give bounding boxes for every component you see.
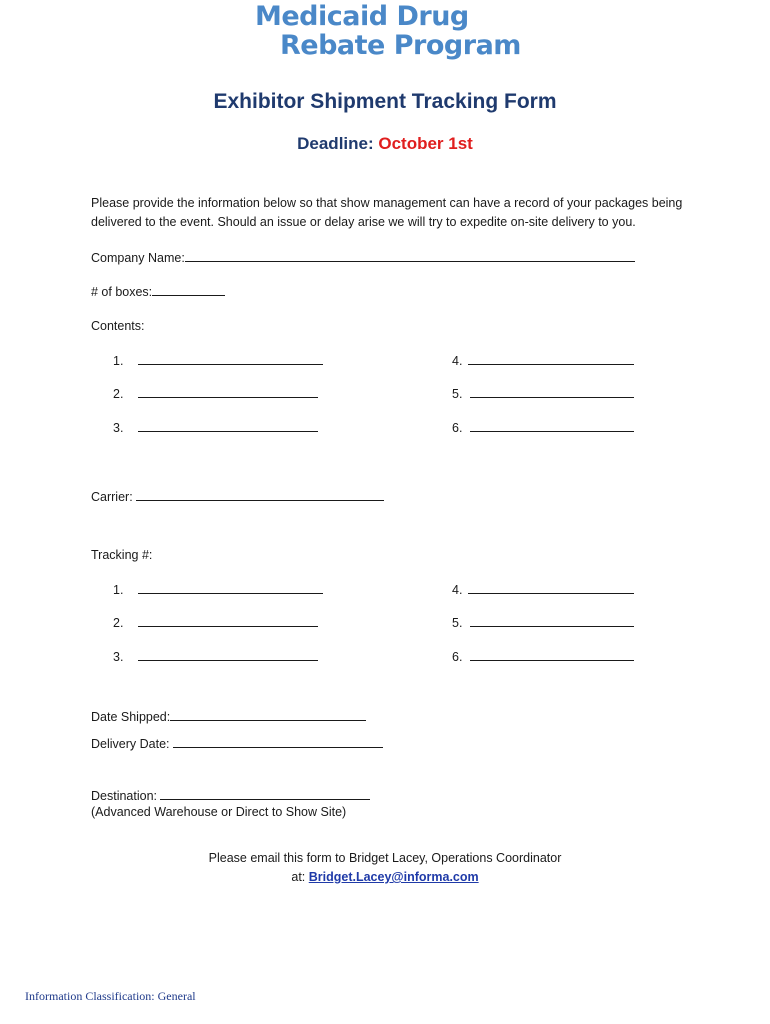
destination-label: Destination: <box>91 789 161 803</box>
deadline-label: Deadline: <box>297 134 379 153</box>
contact-prefix: at: <box>291 870 309 884</box>
delivery-date-label: Delivery Date: <box>91 737 173 751</box>
item-number: 4. <box>452 583 463 597</box>
destination-field[interactable] <box>160 786 370 800</box>
carrier-row <box>91 487 384 507</box>
contents-item-6 <box>452 418 634 438</box>
item-number: 5. <box>452 387 463 401</box>
item-number: 6. <box>452 650 463 664</box>
carrier-label: Carrier: <box>91 490 137 504</box>
contact-line-1: Please email this form to Bridget Lacey, Operations Coordinator <box>208 851 562 865</box>
logo-line-2: Rebate Program <box>280 30 521 61</box>
boxes-label: # of boxes: <box>91 285 153 299</box>
item-number: 3. <box>113 650 124 664</box>
contents-field-1[interactable] <box>138 351 323 365</box>
boxes-row <box>91 282 225 302</box>
tracking-item-1 <box>113 580 323 600</box>
contents-field-2[interactable] <box>138 384 318 398</box>
tracking-field-3[interactable] <box>138 647 318 661</box>
item-number: 4. <box>452 354 463 368</box>
tracking-field-6[interactable] <box>470 647 634 661</box>
contact-note <box>0 849 770 887</box>
delivery-date-row <box>91 734 383 754</box>
item-number: 3. <box>113 421 124 435</box>
contents-item-3 <box>113 418 318 438</box>
tracking-label: Tracking #: <box>91 548 153 562</box>
tracking-field-1[interactable] <box>138 580 323 594</box>
company-name-row <box>91 248 635 268</box>
contents-item-2 <box>113 384 318 404</box>
tracking-field-4[interactable] <box>468 580 634 594</box>
program-logo <box>255 2 521 60</box>
delivery-date-field[interactable] <box>173 734 383 748</box>
item-number: 5. <box>452 616 463 630</box>
tracking-item-3 <box>113 647 318 667</box>
contents-item-5 <box>452 384 634 404</box>
contents-label: Contents: <box>91 319 145 333</box>
information-classification: Information Classification: General <box>25 989 196 1003</box>
tracking-item-2 <box>113 613 318 633</box>
contents-field-5[interactable] <box>470 384 634 398</box>
email-link[interactable]: Bridget.Lacey@informa.com <box>308 870 479 884</box>
deadline-value: October 1st <box>378 134 473 153</box>
boxes-field[interactable] <box>152 282 225 296</box>
company-name-label: Company Name: <box>91 251 185 265</box>
contents-field-3[interactable] <box>138 418 318 432</box>
tracking-field-2[interactable] <box>138 613 318 627</box>
date-shipped-label: Date Shipped: <box>91 710 171 724</box>
deadline <box>0 134 770 154</box>
carrier-field[interactable] <box>136 487 384 501</box>
contents-item-1 <box>113 351 323 371</box>
tracking-item-5 <box>452 613 634 633</box>
logo-line-1: Medicaid Drug <box>255 1 469 32</box>
contents-field-4[interactable] <box>468 351 634 365</box>
item-number: 1. <box>113 354 124 368</box>
date-shipped-row <box>91 707 366 727</box>
item-number: 2. <box>113 387 124 401</box>
company-name-field[interactable] <box>185 248 635 262</box>
contents-item-4 <box>452 351 634 371</box>
item-number: 2. <box>113 616 124 630</box>
tracking-field-5[interactable] <box>470 613 634 627</box>
page-title: Exhibitor Shipment Tracking Form <box>213 90 557 113</box>
destination-hint: (Advanced Warehouse or Direct to Show Site) <box>91 805 347 819</box>
intro-text: Please provide the information below so that show management can have a record of your packages being delivered to the event. Should an issue or delay arise we will try to expedite on-site delivery to you. <box>91 196 683 229</box>
item-number: 6. <box>452 421 463 435</box>
contents-field-6[interactable] <box>470 418 634 432</box>
tracking-item-6 <box>452 647 634 667</box>
item-number: 1. <box>113 583 124 597</box>
contact-line-2 <box>0 868 770 887</box>
tracking-item-4 <box>452 580 634 600</box>
date-shipped-field[interactable] <box>170 707 366 721</box>
